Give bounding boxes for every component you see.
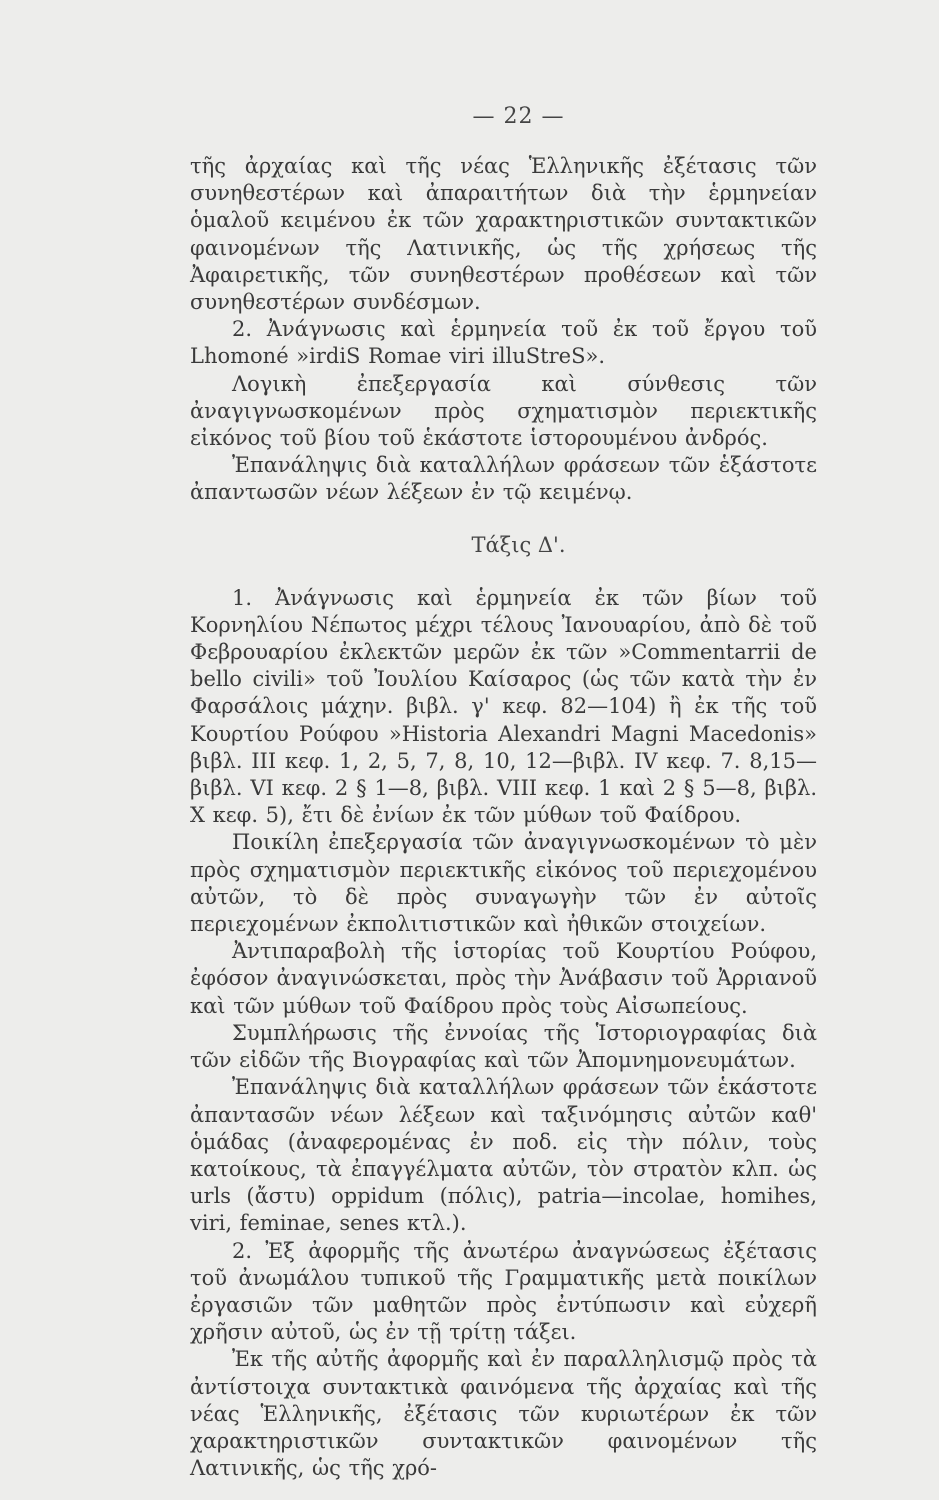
paragraph-historiography: Συμπλήρωσις τῆς ἐννοίας τῆς Ἱστοριογραφίας διὰ τῶν εἰδῶν τῆς Βιογραφίας καὶ τῶν Ἀπομνημονευμάτων.	[190, 1020, 817, 1073]
paragraph-irregular-grammar: 2. Ἐξ ἀφορμῆς τῆς ἀνωτέρω ἀναγνώσεως ἐξέτασις τοῦ ἀνωμάλου τυπικοῦ τῆς Γραμματικῆς μετὰ ποικίλων ἐργασιῶν τῶν μαθητῶν πρὸς ἐντύπωσιν καὶ εὐχερῆ χρῆσιν αὐτοῦ, ὡς ἐν τῇ τρίτῃ τάξει.	[190, 1238, 817, 1345]
paragraph-lhomond-reading: 2. Ἀνάγνωσις καὶ ἑρμηνεία τοῦ ἐκ τοῦ ἔργου τοῦ Lhomoné »irdiS Romae viri illuStreS».	[190, 317, 817, 369]
paragraph-continued-language-study: τῆς ἀρχαίας καὶ τῆς νέας Ἑλληνικῆς ἐξέτασις τῶν συνηθεστέρων καὶ ἀπαραιτήτων διὰ τὴν ἑρμηνείαν ὁμαλοῦ κειμένου ἐκ τῶν χαρακτηριστικῶν συντακτικῶν φαινομένων τῆς Λατινικῆς, ὡς τῆς χρήσεως τῆς Ἀφαιρετικῆς, τῶν συνηθεστέρων προθέσεων καὶ τῶν συνηθεστέρων συνδέσμων.	[190, 154, 817, 315]
paragraph-repetition-phrases: Ἐπανάληψις διὰ καταλλήλων φράσεων τῶν ἑξάστοτε ἀπαντωσῶν νέων λέξεων ἐν τῷ κειμένῳ.	[190, 453, 817, 505]
page-number: — 22 —	[472, 104, 565, 129]
paragraph-comparison-curtius: Ἀντιπαραβολὴ τῆς ἱστορίας τοῦ Κουρτίου Ρούφου, ἐφόσον ἀναγινώσκεται, πρὸς τὴν Ἀνάβασιν τοῦ Ἀρριανοῦ καὶ τῶν μύθων τοῦ Φαίδρου πρὸς τοὺς Αἰσωπείους.	[190, 939, 817, 1018]
paragraph-parallel-syntax: Ἐκ τῆς αὐτῆς ἀφορμῆς καὶ ἐν παραλληλισμῷ πρὸς τὰ ἀντίστοιχα συντακτικὰ φαινόμενα τῆς ἀρχαίας καὶ τῆς νέας Ἑλληνικῆς, ἐξέτασις τῶν κυριωτέρων ἐκ τῶν χαρακτηριστικῶν συντακτικῶν φαινομένων τῆς Λατινικῆς, ὡς τῆς χρό-	[190, 1347, 817, 1481]
section-heading-class-d: Τάξις Δ'.	[471, 532, 566, 557]
text-block-after	[190, 585, 817, 1483]
paragraph-repetition-classification: Ἐπανάληψις διὰ καταλλήλων φράσεων τῶν ἑκάστοτε ἀπαντασῶν νέων λέξεων καὶ ταξινόμησις αὐτῶν καθ' ὁμάδας (ἀναφερομένας ἐν ποδ. εἰς τὴν πόλιν, τοὺς κατοίκους, τὰ ἐπαγγέλματα αὐτῶν, τὸν στρατὸν κλπ. ὡς urls (ἄστυ) oppidum (πόλις), patria—incolae, homihes, viri, feminae, senes κτλ.).	[190, 1075, 817, 1236]
paragraph-varied-processing: Ποικίλη ἐπεξεργασία τῶν ἀναγιγνωσκομένων τὸ μὲν πρὸς σχηματισμὸν περιεκτικῆς εἰκόνος τοῦ περιεχομένου αὐτῶν, τὸ δὲ πρὸς συναγωγὴν τῶν ἐν αὐτοῖς περιεχομένων ἐκπολιτιστικῶν καὶ ἠθικῶν στοιχείων.	[190, 830, 817, 937]
text-block-before	[190, 153, 817, 507]
paragraph-nepos-reading: 1. Ἀνάγνωσις καὶ ἑρμηνεία ἐκ τῶν βίων τοῦ Κορνηλίου Νέπωτος μέχρι τέλους Ἰανουαρίου, ἀπὸ δὲ τοῦ Φεβρουαρίου ἐκλεκτῶν μερῶν ἐκ τῶν »Commentarrii de bello civili» τοῦ Ἰουλίου Καίσαρος (ὡς τῶν κατὰ τὴν ἐν Φαρσάλοις μάχην. βιβλ. γ' κεφ. 82—104) ἢ ἐκ τῆς τοῦ Κουρτίου Ρούφου »Historia Alexandri Magni Macedonis» βιβλ. III κεφ. 1, 2, 5, 7, 8, 10, 12—βιβλ. IV κεφ. 7. 8,15—βιβλ. VI κεφ. 2 § 1—8, βιβλ. VIII κεφ. 1 καὶ 2 § 5—8, βιβλ. X κεφ. 5), ἔτι δὲ ἐνίων ἐκ τῶν μύθων τοῦ Φαίδρου.	[190, 585, 817, 828]
paragraph-logical-processing: Λογικὴ ἐπεξεργασία καὶ σύνθεσις τῶν ἀναγιγνωσκομένων πρὸς σχηματισμὸν περιεκτικῆς εἰκόνος τοῦ βίου τοῦ ἑκάστοτε ἱστορουμένου ἀνδρός.	[190, 371, 817, 451]
